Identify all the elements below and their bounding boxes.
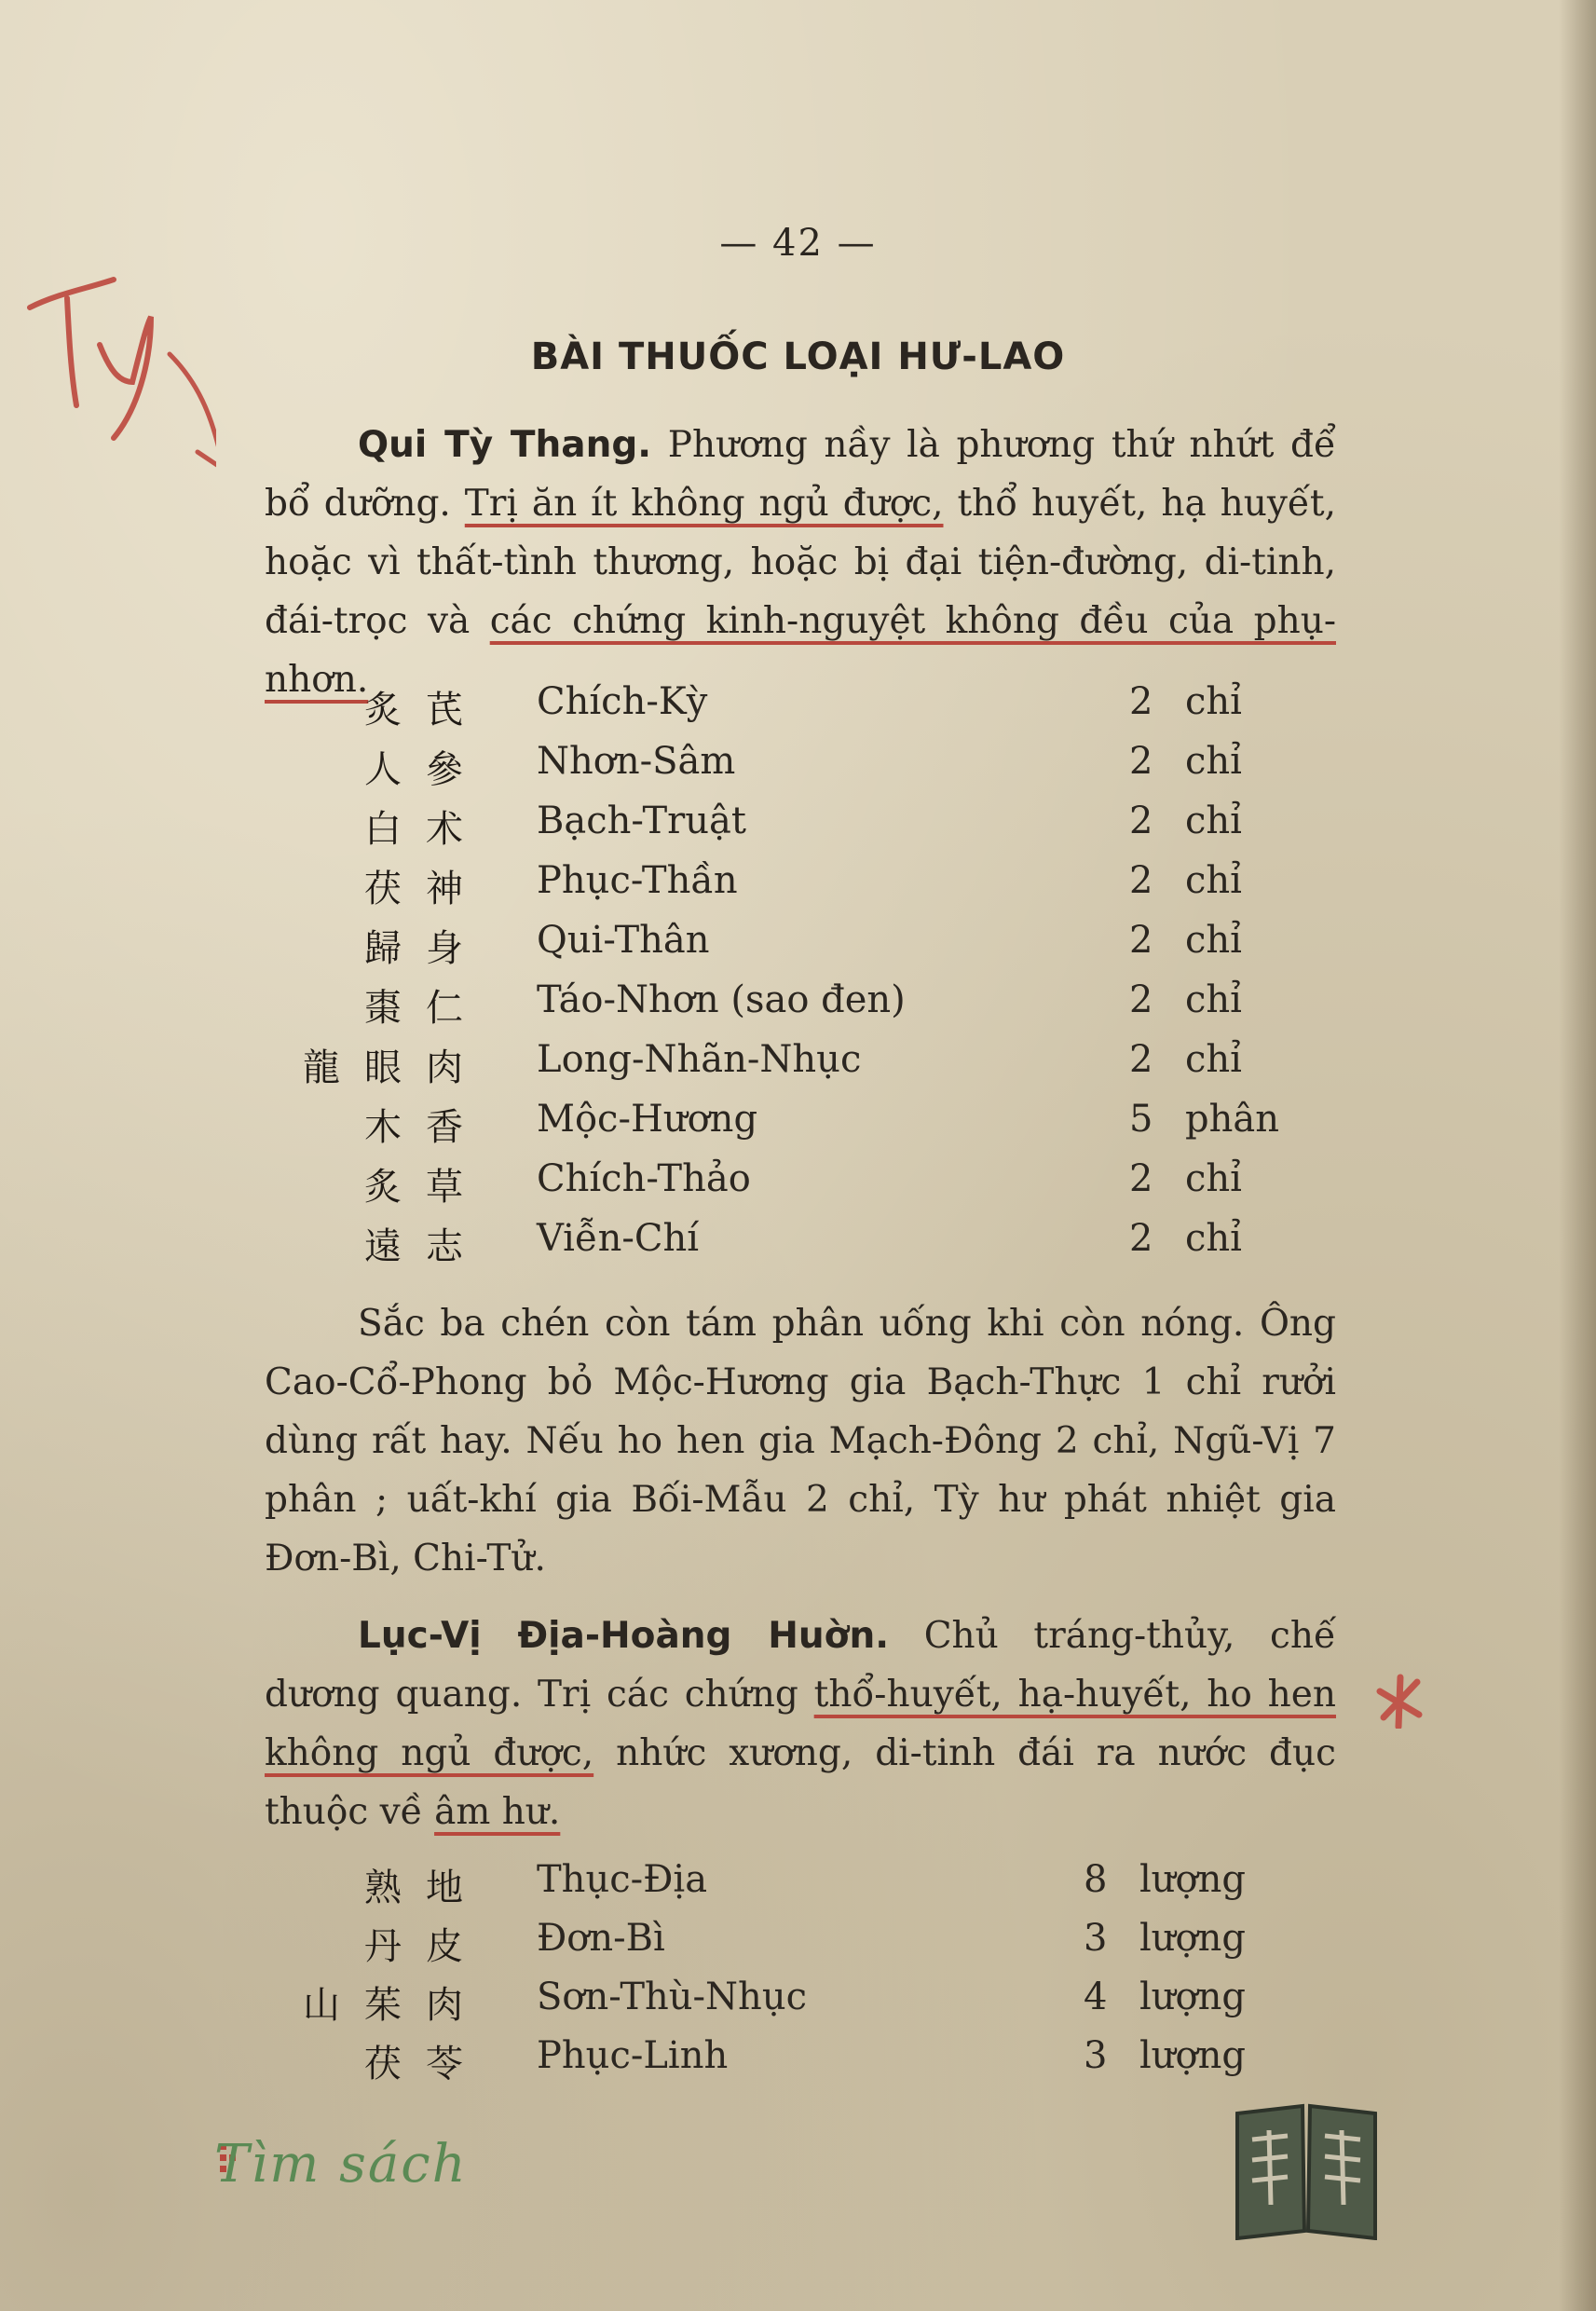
herb-name: Bạch-Truật [537, 800, 746, 842]
herb-row [0, 1098, 1596, 1156]
herb-quantity: 2 [1129, 978, 1153, 1021]
herb-name: Táo-Nhơn (sao đen) [537, 978, 906, 1021]
herb-name: Qui-Thân [537, 919, 710, 962]
herb-row [0, 978, 1596, 1037]
herb-unit: chỉ [1185, 919, 1242, 962]
herb-quantity: 3 [1084, 1917, 1108, 1960]
herb-row [0, 1976, 1596, 2034]
herb-quantity: 2 [1129, 800, 1153, 842]
section1-remedy-name: Qui Tỳ Thang. [358, 424, 652, 466]
herb-quantity: 2 [1129, 1217, 1153, 1260]
section2-remedy-name: Lục-Vị Địa-Hoàng Huờn. [358, 1615, 890, 1657]
page-title: BÀI THUỐC LOẠI HƯ-LAO [530, 335, 1066, 378]
herb-unit: phân [1185, 1098, 1279, 1141]
herb-chinese-name: 人參 [364, 748, 487, 791]
section1-underlined-text: Trị ăn ít không ngủ được, [464, 483, 944, 525]
herb-chinese-name: 茯神 [364, 868, 487, 910]
herb-row [0, 1038, 1596, 1097]
herb-row [0, 740, 1596, 799]
herb-chinese-name: 棗仁 [364, 987, 487, 1030]
red-mark-annotation [1372, 1673, 1428, 1729]
section2-underlined-text: thổ-huyết, hạ-huyết, ho hen không ngủ được, [265, 1674, 1336, 1774]
herb-unit: chỉ [1185, 800, 1242, 842]
herb-unit: chỉ [1185, 1038, 1242, 1081]
herb-name: Chích-Thảo [537, 1157, 751, 1200]
herb-name: Mộc-Hương [537, 1098, 758, 1141]
section2-text-a: Chủ tráng-thủy, chế dương quang. Trị các chứng [265, 1615, 1336, 1716]
herb-unit: chỉ [1185, 859, 1242, 902]
herb-quantity: 8 [1084, 1858, 1108, 1901]
herb-row [0, 1858, 1596, 1917]
herb-name: Phục-Linh [537, 2034, 729, 2077]
herb-quantity: 3 [1084, 2034, 1108, 2077]
herb-row [0, 859, 1596, 918]
herb-row [0, 2034, 1596, 2093]
herb-unit: chỉ [1185, 978, 1242, 1021]
herb-quantity: 2 [1129, 740, 1153, 783]
herb-chinese-name: 遠志 [364, 1225, 487, 1268]
herb-quantity: 5 [1129, 1098, 1153, 1141]
herb-name: Sơn-Thù-Nhục [537, 1976, 807, 2018]
herb-unit: lượng [1139, 1976, 1247, 2018]
herb-chinese-name: 白术 [364, 808, 487, 851]
herb-unit: chỉ [1185, 1217, 1242, 1260]
herb-unit: lượng [1139, 1858, 1247, 1901]
herb-chinese-name: 炙芪 [364, 689, 487, 732]
herb-name: Chích-Kỳ [537, 680, 708, 723]
watermark-logo-text: Tìm sách [214, 2134, 468, 2195]
section2-paragraph [265, 1607, 1336, 1841]
herb-name: Nhơn-Sâm [537, 740, 736, 783]
herb-row [0, 1217, 1596, 1276]
herb-quantity: 2 [1129, 1157, 1153, 1200]
herb-chinese-name: 炙草 [364, 1166, 487, 1209]
herb-chinese-name: 丹皮 [364, 1925, 487, 1968]
herb-chinese-name: 龍眼肉 [303, 1046, 487, 1089]
herb-chinese-name: 熟地 [364, 1867, 487, 1909]
herb-quantity: 2 [1129, 680, 1153, 723]
herb-row [0, 919, 1596, 978]
page-number: — 42 — [719, 222, 877, 265]
section2-text-b: nhức xương, di-tinh đái ra nước đục thuộc về [265, 1732, 1336, 1833]
herb-quantity: 4 [1084, 1976, 1108, 2018]
herb-name: Đơn-Bì [537, 1917, 665, 1960]
herb-chinese-name: 山茱肉 [303, 1984, 487, 2027]
herb-quantity: 2 [1129, 1038, 1153, 1081]
herb-unit: lượng [1139, 2034, 1247, 2077]
section1-text-b: thổ huyết, hạ huyết, hoặc vì thất-tình thương, hoặc bị đại tiện-đường, di-tinh, đái-trọc và [265, 483, 1336, 642]
section1-note-text: Sắc ba chén còn tám phân uống khi còn nóng. Ông Cao-Cổ-Phong bỏ Mộc-Hương gia Bạch-Thực 1 chỉ rưởi dùng rất hay. Nếu ho hen gia Mạch-Đông 2 chỉ, Ngũ-Vị 7 phân ; uất-khí gia Bối-Mẫu 2 chỉ, Tỳ hư phát nhiệt gia Đơn-Bì, Chi-Tử. [265, 1303, 1336, 1579]
section1-paragraph [265, 416, 1336, 709]
herb-row [0, 800, 1596, 858]
book-logo-icon [1232, 2102, 1381, 2240]
herb-quantity: 2 [1129, 859, 1153, 902]
section1-underlined-text-2: các chứng kinh-nguyệt không đều của phụ-nhơn. [265, 600, 1336, 701]
herb-unit: chỉ [1185, 740, 1242, 783]
herb-chinese-name: 木香 [364, 1106, 487, 1149]
section1-text-a: Phương nầy là phương thứ nhứt để bổ dưỡng. [265, 424, 1337, 525]
section1-note [265, 1294, 1336, 1588]
herb-row [0, 1917, 1596, 1976]
herb-name: Long-Nhãn-Nhục [537, 1038, 862, 1081]
herb-row [0, 680, 1596, 739]
herb-unit: chỉ [1185, 1157, 1242, 1200]
herb-chinese-name: 茯苓 [364, 2043, 487, 2085]
herb-chinese-name: 歸身 [364, 927, 487, 970]
section2-underlined-text-2: âm hư. [434, 1791, 561, 1833]
herb-row [0, 1157, 1596, 1216]
herb-name: Thục-Địa [537, 1858, 708, 1901]
herb-unit: lượng [1139, 1917, 1247, 1960]
herb-unit: chỉ [1185, 680, 1242, 723]
herb-quantity: 2 [1129, 919, 1153, 962]
herb-name: Phục-Thần [537, 859, 738, 902]
herb-name: Viễn-Chí [537, 1217, 700, 1260]
